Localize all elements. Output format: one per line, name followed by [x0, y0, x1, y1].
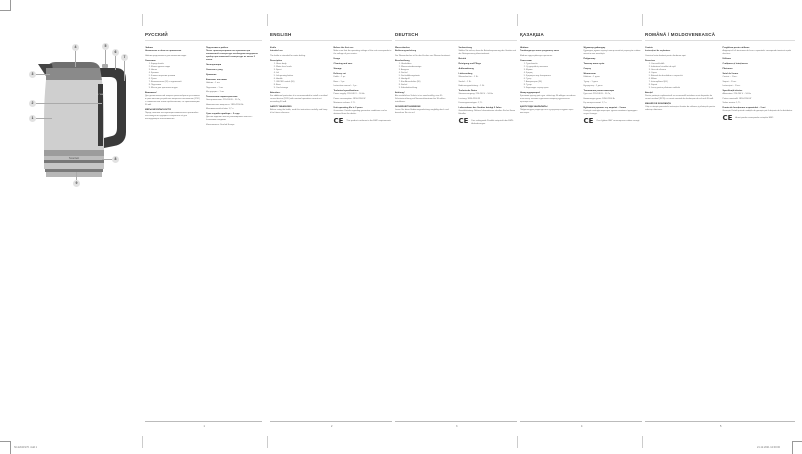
section-heading: Atenție! [645, 91, 654, 94]
spec-item: Максимальный объём: 1,7 л [206, 108, 234, 110]
column-right [206, 45, 262, 128]
paragraph: Als zusätzlichen Schutz ist es zweckmäßig, eine FI-Schutzeinrichtung mit Nennauslösestrom bis 30 mA zu installieren. [395, 94, 446, 103]
page-kazakh [520, 14, 642, 432]
page-english [270, 14, 392, 432]
paragraph: Осы бұйым ЭМҮ талаптарына сәйкес келеді. [596, 120, 640, 122]
spec-item: Электропитание: 220-240 В ~ 50 Гц [206, 99, 241, 101]
section-heading: Description [270, 59, 283, 62]
parts-list [145, 63, 201, 90]
crop-mark-br [792, 441, 802, 454]
page-title: DEUTSCH [395, 32, 517, 41]
section-heading: Бұйымның қызмет ету мерзімі – 3 жыл [583, 107, 626, 109]
section-subheading: Bedienungsanleitung [395, 50, 417, 52]
list-item: 4. Крышка [151, 72, 201, 75]
kit-item: Kettle – 1 pc. [333, 76, 346, 78]
kit-item: Base – 1 pc. [333, 80, 346, 83]
paragraph: Қосымша қорғау үшін қуат тізбегінде 30 мА-ден аспайтын ағып шығу тогымен қорғаныш ажырату құрылғысын орнатқан жөн. [520, 94, 576, 103]
section-heading: Curățarea și întreținerea [722, 63, 748, 65]
list-item: 7. Выключатель (I/0) с подсветкой [151, 81, 201, 84]
list-item: 7. Întrerupătorul (I/0) [651, 81, 718, 84]
section-heading: Attention: [270, 91, 281, 94]
kit-item: Подставка – 1 шт. [206, 86, 224, 89]
section-heading: Usage [333, 58, 341, 60]
section-heading: Пайдалану [583, 58, 596, 60]
kit-item: Нұсқаулық – 1 дана [583, 85, 603, 87]
callout-3: 3 [29, 71, 36, 78]
paragraph: Before using the kettle, read this instruction carefully and keep it for future reference. [270, 108, 328, 114]
list-item: 8. Suport [651, 84, 718, 87]
leader-line-5 [105, 50, 106, 66]
ce-block [722, 114, 796, 122]
paragraph: Құралдың жұмыс кернеуі электр желісінің кернеуіне сәйкес келетіне көз жеткізіңіз. [583, 50, 641, 55]
section-heading: Kettle [270, 47, 277, 49]
section-heading: Unit operating life is 3 years [333, 107, 363, 109]
page-number: 5 [720, 425, 722, 428]
kit-item: Ceainic – 1 buc. [722, 76, 738, 78]
page-separator [517, 436, 518, 448]
list-item: 9. Cord storage [276, 87, 329, 90]
paragraph: Пайдаланудың алдында осы нұсқаулықты мұқият оқып шығыңыз. [520, 108, 574, 114]
callout-4: 4 [72, 44, 79, 51]
list-item: 3. Spout [276, 69, 329, 72]
spec-item: Stromversorgung: 220-240 V ~ 50 Hz [458, 93, 493, 95]
column-left [145, 45, 201, 128]
spec-item: Қуат көзі: 220-240 В ~ 50 Гц [583, 93, 611, 95]
column-left [645, 45, 718, 120]
paragraph: Шәйнек суды қайнатуға арналған. [520, 54, 553, 57]
paragraph: Acest produs corespunde cerințelor EMC. [735, 117, 774, 119]
section-heading: Utilizare [722, 58, 732, 60]
callout-9: 9 [73, 180, 80, 187]
leader-line-1 [36, 118, 52, 119]
paragraph: Garanție: Detalii privind condițiile de garanție pot fi obținute de la distribuitor. [722, 110, 793, 112]
list-item: 2. Water level scale [276, 66, 329, 69]
kit-item: Инструкция – 1 шт. [206, 91, 225, 93]
parts-list [395, 63, 454, 90]
section-heading: Срок службы прибора – 3 года [206, 113, 240, 115]
section-heading: МЕРЫ БЕЗОПАСНОСТИ [145, 108, 171, 111]
parts-list [520, 63, 579, 90]
paragraph: Der Wasserkocher ist für das Kochen von Wasser bestimmt. [395, 54, 451, 57]
page-separator [642, 436, 643, 448]
list-item: 6. Ручка [151, 78, 201, 81]
section-subheading: Назначение и область применения [145, 50, 182, 52]
list-item: 5. Қақпақты ашу батырмасы [526, 75, 579, 78]
kettle-image [28, 40, 138, 190]
list-item: 4. Қақпақ [526, 72, 579, 75]
cover-illustration [0, 0, 140, 430]
section-heading: Чайник [145, 47, 153, 49]
kit-item: Wasserkocher – 1 St. [458, 76, 479, 78]
list-item: 2. Indicatorul nivelului de apă [651, 66, 718, 69]
leader-line-7 [124, 61, 125, 81]
paragraph: Lesen Sie diese Bedienungsanleitung sorgfältig durch und bewahren Sie sie auf. [395, 108, 449, 114]
ce-mark-icon: CE [583, 117, 594, 125]
list-item: 5. Butonul de deschidere a capacului [651, 75, 718, 78]
list-item: 5. Кнопка открытия крышки [151, 75, 201, 78]
paragraph: Изготовитель: Scarlett Europe [206, 123, 235, 126]
section-heading: Подготовка к работе [206, 47, 229, 49]
leader-line-8 [102, 159, 112, 160]
page-number: 2 [331, 425, 333, 428]
svg-text:Scarlett: Scarlett [68, 156, 80, 160]
section-heading: Descriere [645, 59, 655, 62]
section-heading: Technische Daten [458, 90, 478, 92]
section-subheading: Instrucțiuni de exploatare [645, 50, 671, 52]
callout-5: 5 [102, 43, 109, 50]
callout-8: 8 [112, 156, 119, 163]
callout-7: 7 [121, 54, 128, 61]
page-separator [642, 14, 643, 26]
list-item: 5. Lid opening button [276, 75, 329, 78]
paragraph: For additional protection it is recommended to install a residual current device (RCD) with nominal operation current not exceeding 30 mA. [270, 94, 328, 103]
spec-item: Power consumption: 1850-2200 W [333, 97, 366, 100]
page-footer-rule [395, 421, 517, 422]
section-heading: Achtung! [395, 91, 405, 94]
section-heading: Технические характеристики [206, 96, 238, 98]
leader-line-4 [75, 51, 76, 67]
column-right [459, 45, 518, 126]
list-item: 9. Баусымды сақтау орны [526, 87, 579, 90]
section-subheading: Intended use [270, 50, 283, 52]
page-romanian [645, 14, 795, 432]
section-heading: Хранение [206, 74, 217, 76]
section-heading: Cleaning and care [333, 63, 353, 65]
page-number: 3 [456, 425, 458, 428]
paragraph: Для дополнительной защиты целесообразно установить в цепи питания устройство защитного отключения (УЗО) с номинальным током срабатывания, не превышающим 30 мА. [145, 94, 200, 106]
kit-item: Чайник – 1 шт. [206, 82, 220, 84]
paragraph: The kettle is intended for water boiling. [270, 54, 306, 57]
spec-item: Номинальная мощность: 1850-2200 Вт [206, 103, 244, 106]
page-title: РУССКИЙ [145, 32, 262, 41]
list-item: 2. Су деңгейінің шкаласы [526, 66, 579, 69]
parts-list [645, 63, 718, 90]
crop-mark-bl [0, 441, 11, 454]
page-title: ENGLISH [270, 32, 392, 41]
paragraph: Ceainicul este destinat pentru fierberea apei. [645, 54, 687, 57]
paragraph: Pentru protecție suplimentară se recomandă instalarea unui dispozitiv de curent rezidual (RCD) cu curent nominal de declanșare de cel mult 30 mA. [645, 94, 714, 100]
list-item: 6. Handle [276, 78, 329, 81]
print-slug-right: 21.12.2021 12:00:00 [757, 446, 780, 449]
leader-line-2 [36, 103, 102, 104]
spec-item: Номиналды қуаты: 1850-2200 Вт [583, 97, 615, 100]
page-title: ROMÂNĂ / MOLDOVENEASCĂ [645, 32, 795, 41]
page-title: ҚАЗАҚША [520, 32, 642, 41]
list-item: 4. Deckel [401, 72, 454, 75]
svg-text:1.7 MAX: 1.7 MAX [96, 94, 105, 96]
list-item: 6. Тұтқа [526, 78, 579, 81]
kit-item: Instruction manual – 1 pc. [333, 85, 358, 87]
list-item: 8. Sockel [401, 84, 454, 87]
paragraph: Das vorliegende Produkt entspricht den EMV-Anforderungen. [471, 120, 514, 125]
ce-mark-icon: CE [458, 117, 469, 125]
spec-item: Fassungsvermögen: 1,7 L [458, 102, 483, 104]
spec-item: Maximum volume: 1.7 L [333, 102, 356, 104]
section-heading: Technical specifications [333, 90, 359, 92]
section-heading: Setul de livrare [722, 73, 739, 75]
spec-item: Ең жоғары көлемі: 1,7 л [583, 102, 607, 104]
section-heading: Эксплуатация [206, 64, 222, 66]
parts-list [270, 63, 329, 90]
list-item: 7. Ажыратқыш (I/0) [526, 81, 579, 84]
list-item: 2. Wasserstandsanzeige [401, 66, 454, 69]
section-heading: Betrieb [458, 58, 467, 60]
ce-block [458, 117, 518, 126]
paragraph: Stellen Sie sicher, dass die Betriebsspannung des Gerätes mit der Netzspannung übereinstimmt. [458, 50, 516, 55]
list-item: 1. Тұлға/колба [526, 63, 579, 66]
column-left [395, 45, 454, 126]
column-left [520, 45, 579, 123]
list-item: 1. Корпус/колба [151, 63, 201, 66]
section-heading: Внимание! [145, 91, 157, 94]
list-item: 4. Lid [276, 72, 329, 75]
section-heading: Жиынтығы [583, 73, 596, 75]
kit-item: Шәйнек – 1 дана [583, 76, 600, 78]
ce-block [333, 117, 393, 125]
list-item: 1. Glaskolben [401, 63, 454, 66]
page-separator [142, 436, 143, 448]
paragraph: Кепілдік: кепілдік шарттары туралы мәліметті дилерден алуға болады. [583, 110, 638, 115]
callout-6: 6 [112, 49, 119, 56]
section-heading: ҚАУІПСІЗДІК ШАРАЛАРЫ [520, 105, 548, 108]
paragraph: This product conforms to the EMC requirements. [346, 120, 392, 122]
paragraph: Данное изделие нельзя утилизировать вместе с бытовыми отходами. [206, 116, 253, 121]
callout-2: 2 [29, 100, 36, 107]
paragraph: Чайник предназначен для кипячения воды. [145, 54, 187, 57]
leader-line-9 [76, 172, 77, 180]
page-separator [267, 14, 268, 26]
kit-item: Sockel – 1 St. [458, 80, 472, 83]
column-right [334, 45, 393, 123]
page-separator [267, 436, 268, 448]
section-heading: Păstrarea [722, 68, 733, 70]
kit-item: Suport – 1 buc. [722, 80, 737, 83]
page-russian [145, 14, 262, 432]
leader-line-3 [36, 74, 50, 75]
page-footer-rule [520, 421, 642, 422]
kit-item: Instrucțiuni – 1 buc. [722, 85, 741, 87]
section-heading: Before the first use [333, 47, 354, 49]
list-item: 3. Ausguss [401, 69, 454, 72]
ce-mark-icon: CE [333, 117, 344, 125]
ce-mark-icon: CE [722, 114, 733, 122]
section-heading: Specificații tehnice [722, 90, 743, 92]
page-deutsch [395, 14, 517, 432]
section-heading: SICHERHEITSHINWEISE [395, 105, 421, 108]
page-footer-rule [270, 421, 392, 422]
spec-item: Power supply: 220-240 V ~ 50 Hz [333, 93, 365, 95]
paragraph: Перед началом эксплуатации внимательно прочитайте настоящую инструкцию и сохраните её для последующего использования. [145, 111, 199, 120]
ce-block [583, 117, 643, 125]
leader-line-6 [115, 56, 116, 70]
spec-item: Volum maxim: 1,7 L [722, 102, 741, 104]
kit-item: Тұғыр – 1 дана [583, 80, 598, 83]
list-item: 8. Тұғыр [526, 84, 579, 87]
list-item: 2. Шкала уровня воды [151, 66, 201, 69]
page-footer-rule [645, 421, 795, 422]
section-heading: Тазалау және күтім [583, 63, 605, 65]
spec-item: Alimentare: 220-240 V ~ 50 Hz [722, 93, 751, 95]
list-item: 3. Gura de vărsare [651, 69, 718, 72]
paragraph: Guarantee: Details regarding guarantee conditions can be obtained from the dealer. [333, 110, 387, 115]
section-heading: Durata de funcționare a aparatului – 3 ani [722, 107, 766, 109]
section-heading: Ceainic [645, 47, 653, 49]
section-heading: Техникалық сипаттамалары [583, 90, 615, 92]
column-right [584, 45, 643, 123]
list-item: 8. Подставка [151, 84, 201, 87]
paragraph: Make sure that the operating voltage of the unit corresponds to the voltage of your mains. [333, 50, 392, 55]
section-heading: Reinigung und Pflege [458, 63, 481, 65]
section-heading: Очистка и уход [206, 69, 223, 71]
list-item: 1. Carcasă/colbă [651, 63, 718, 66]
paragraph: После транспортировки или хранения при пониженной температуре необходимо выдержать прибор при комнатной температуре не менее 2 часов. [206, 50, 258, 61]
paragraph: Asigurați-vă că tensiunea de lucru a aparatului corespunde tensiunii rețelei electrice. [722, 50, 792, 55]
section-subheading: Тағайындалуы және қолданылу аясы [520, 50, 560, 52]
list-item: 1. Glass body [276, 63, 329, 66]
section-heading: Описание [145, 59, 156, 62]
page-footer-rule [145, 421, 262, 422]
callout-1: 1 [29, 115, 36, 122]
section-heading: SAFETY MEASURES [270, 105, 292, 108]
column-right [723, 45, 796, 120]
list-item: 6. Handgriff [401, 78, 454, 81]
page-separator [142, 14, 143, 26]
section-heading: Комплект поставки [206, 79, 227, 81]
section-heading: Aufbewahrung [458, 68, 474, 70]
paragraph: Gewährleistung: Nähere Informationen erhalten Sie bei Ihrem Händler. [458, 110, 516, 115]
section-heading: Delivery set [333, 73, 346, 75]
section-heading: Шәйнек [520, 47, 529, 49]
section-heading: Жұмысқа дайындау [583, 47, 606, 49]
section-heading: Pregătirea pentru utilizare [722, 47, 750, 49]
section-heading: Lebensdauer des Gerätes beträgt 3 Jahre [458, 107, 502, 109]
list-item: 3. Шүмек [526, 69, 579, 72]
section-heading: Vorbereitung [458, 47, 472, 49]
page-number: 1 [203, 425, 205, 428]
spec-item: Leistung: 1850-2200 W [458, 97, 480, 100]
list-item: 8. Base [276, 84, 329, 87]
section-heading: MĂSURI DE SIGURANȚĂ [645, 102, 671, 105]
list-item: 7. Ein-/Ausschalter (I/0) [401, 81, 454, 84]
section-heading: Сипаттама [520, 59, 532, 62]
list-item: 9. Locaș pentru păstrarea cablului [651, 87, 718, 90]
list-item: 9. Kabelaufwicklung [401, 87, 454, 90]
column-left [270, 45, 329, 123]
kit-item: Bedienungsanleitung – 1 St. [458, 85, 485, 87]
list-item: 9. Место для хранения шнура [151, 87, 201, 90]
section-heading: Wasserkocher [395, 47, 410, 49]
section-heading: Lieferumfang [458, 73, 473, 75]
page-number: 4 [581, 425, 583, 428]
list-item: 3. Носик [151, 69, 201, 72]
spec-item: Putere nominală: 1850-2200 W [722, 97, 752, 100]
section-heading: Beschreibung [395, 59, 410, 62]
list-item: 7. ON/OFF switch (I/0) [276, 81, 329, 84]
section-heading: Storage [333, 68, 342, 70]
list-item: 6. Mâner [651, 78, 718, 81]
section-heading: Назар аударыңыз! [520, 91, 541, 94]
page-separator [517, 14, 518, 26]
section-heading: Сақтау [583, 68, 591, 70]
paragraph: Citiți cu atenție prezentele instrucțiuni înainte de utilizare și păstrați-le pentru referințe ulterioare. [645, 105, 716, 111]
list-item: 5. Deckelöffnungstaste [401, 75, 454, 78]
print-slug-left: SC-EK21S76 .indd 1 [14, 446, 38, 449]
list-item: 4. Capac [651, 72, 718, 75]
